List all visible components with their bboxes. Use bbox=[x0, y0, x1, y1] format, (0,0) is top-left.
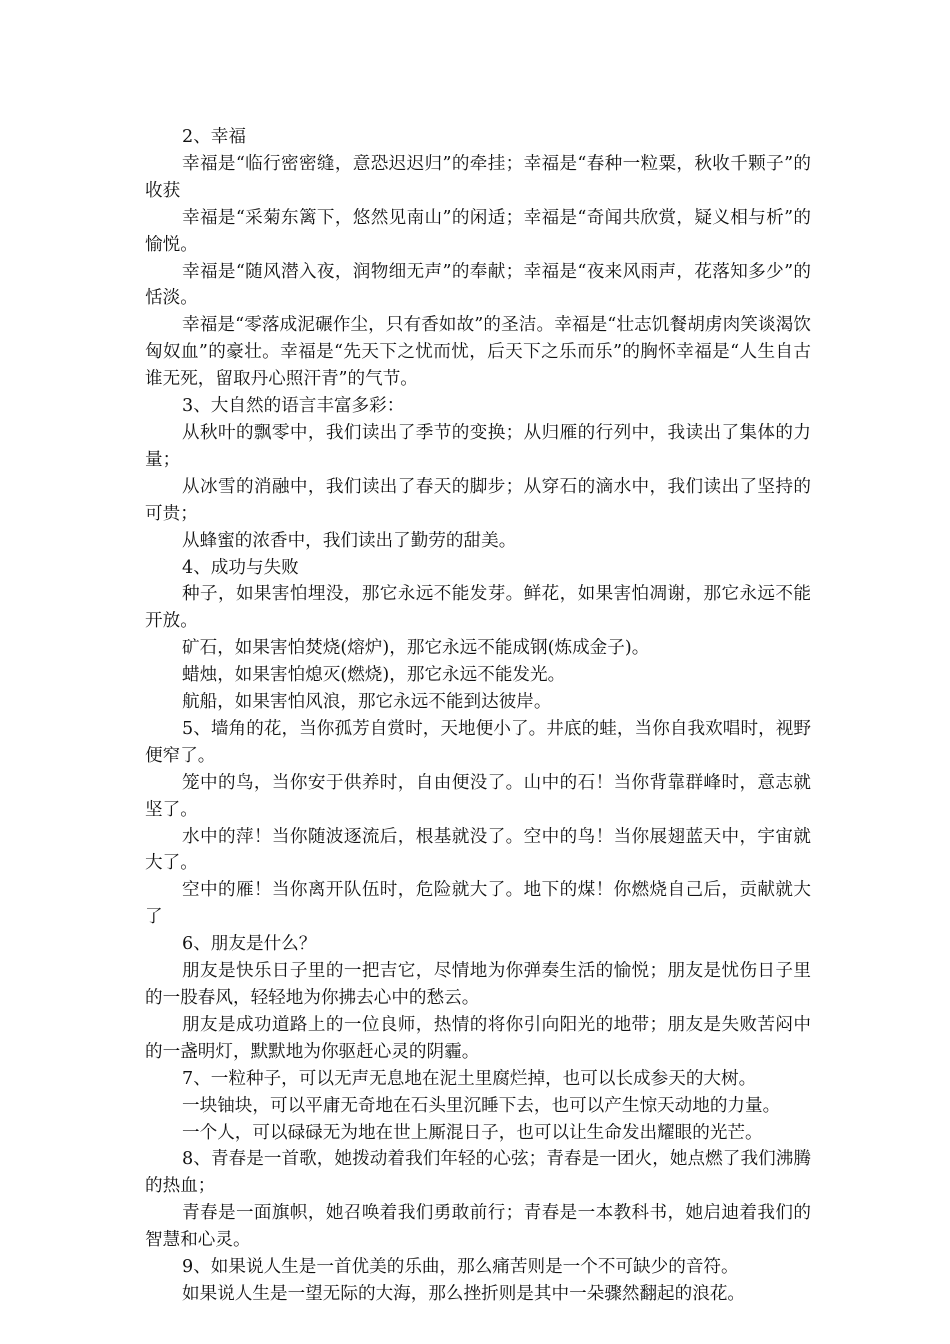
paragraph: 幸福是“采菊东篱下，悠然见南山”的闲适；幸福是“奇闻共欣赏，疑义相与析”的愉悦。 bbox=[145, 207, 811, 255]
paragraph: 从冰雪的消融中，我们读出了春天的脚步；从穿石的滴水中，我们读出了坚持的可贵； bbox=[145, 476, 811, 524]
heading-friends: 6、朋友是什么？ bbox=[182, 934, 317, 955]
paragraph: 5、墙角的花，当你孤芳自赏时，天地便小了。井底的蛙，当你自我欢唱时，视野便窄了。 bbox=[145, 718, 811, 766]
paragraph: 一个人，可以碌碌无为地在世上厮混日子，也可以让生命发出耀眼的光芒。 bbox=[182, 1122, 763, 1143]
document-body bbox=[145, 124, 811, 1308]
paragraph: 空中的雁！当你离开队伍时，危险就大了。地下的煤！你燃烧自己后，贡献就大了 bbox=[145, 880, 811, 928]
paragraph: 从秋叶的飘零中，我们读出了季节的变换；从归雁的行列中，我读出了集体的力量； bbox=[145, 422, 811, 470]
paragraph: 蜡烛，如果害怕熄灭(燃烧)，那它永远不能发光。 bbox=[182, 665, 566, 686]
paragraph: 幸福是“零落成泥碾作尘，只有香如故”的圣洁。幸福是“壮志饥餐胡虏肉笑谈渴饮匈奴血”的豪壮。幸福是“先天下之忧而忧，后天下之乐而乐”的胸怀幸福是“人生自古谁无死，留取丹心照汗青”的气节。 bbox=[145, 315, 811, 390]
paragraph: 青春是一面旗帜，她召唤着我们勇敢前行；青春是一本教科书，她启迪着我们的智慧和心灵。 bbox=[145, 1203, 811, 1251]
heading-success-failure: 4、成功与失败 bbox=[182, 557, 299, 578]
paragraph: 朋友是快乐日子里的一把吉它，尽情地为你弹奏生活的愉悦；朋友是忧伤日子里的一股春风，轻轻地为你拂去心中的愁云。 bbox=[145, 961, 811, 1008]
paragraph: 7、一粒种子，可以无声无息地在泥土里腐烂掉，也可以长成参天的大树。 bbox=[182, 1068, 757, 1089]
paragraph: 如果说人生是一望无际的大海，那么挫折则是其中一朵骤然翻起的浪花。 bbox=[182, 1283, 746, 1304]
paragraph: 水中的萍！当你随波逐流后，根基就没了。空中的鸟！当你展翅蓝天中，宇宙就大了。 bbox=[145, 826, 811, 874]
paragraph: 矿石，如果害怕焚烧(熔炉)，那它永远不能成钢(炼成金子)。 bbox=[182, 638, 650, 659]
paragraph: 8、青春是一首歌，她拨动着我们年轻的心弦；青春是一团火，她点燃了我们沸腾的热血； bbox=[145, 1149, 811, 1197]
paragraph: 幸福是“随风潜入夜，润物细无声”的奉献；幸福是“夜来风雨声，花落知多少”的恬淡。 bbox=[145, 261, 811, 309]
paragraph: 9、如果说人生是一首优美的乐曲，那么痛苦则是一个不可缺少的音符。 bbox=[182, 1257, 739, 1278]
paragraph: 从蜂蜜的浓香中，我们读出了勤劳的甜美。 bbox=[182, 530, 517, 551]
paragraph: 幸福是“临行密密缝，意恐迟迟归”的牵挂；幸福是“春种一粒粟，秋收千颗子”的收获 bbox=[145, 153, 811, 201]
paragraph: 种子，如果害怕埋没，那它永远不能发芽。鲜花，如果害怕凋谢，那它永远不能开放。 bbox=[145, 584, 811, 632]
paragraph: 航船，如果害怕风浪，那它永远不能到达彼岸。 bbox=[182, 692, 552, 713]
paragraph: 一块铀块，可以平庸无奇地在石头里沉睡下去，也可以产生惊天动地的力量。 bbox=[182, 1095, 781, 1116]
heading-happiness: 2、幸福 bbox=[182, 127, 246, 147]
paragraph: 笼中的鸟，当你安于供养时，自由便没了。山中的石！当你背靠群峰时，意志就坚了。 bbox=[145, 772, 811, 820]
heading-nature-language: 3、大自然的语言丰富多彩： bbox=[182, 396, 405, 417]
paragraph: 朋友是成功道路上的一位良师，热情的将你引向阳光的地带；朋友是失败苦闷中的一盏明灯，默默地为你驱赶心灵的阴霾。 bbox=[145, 1014, 811, 1062]
